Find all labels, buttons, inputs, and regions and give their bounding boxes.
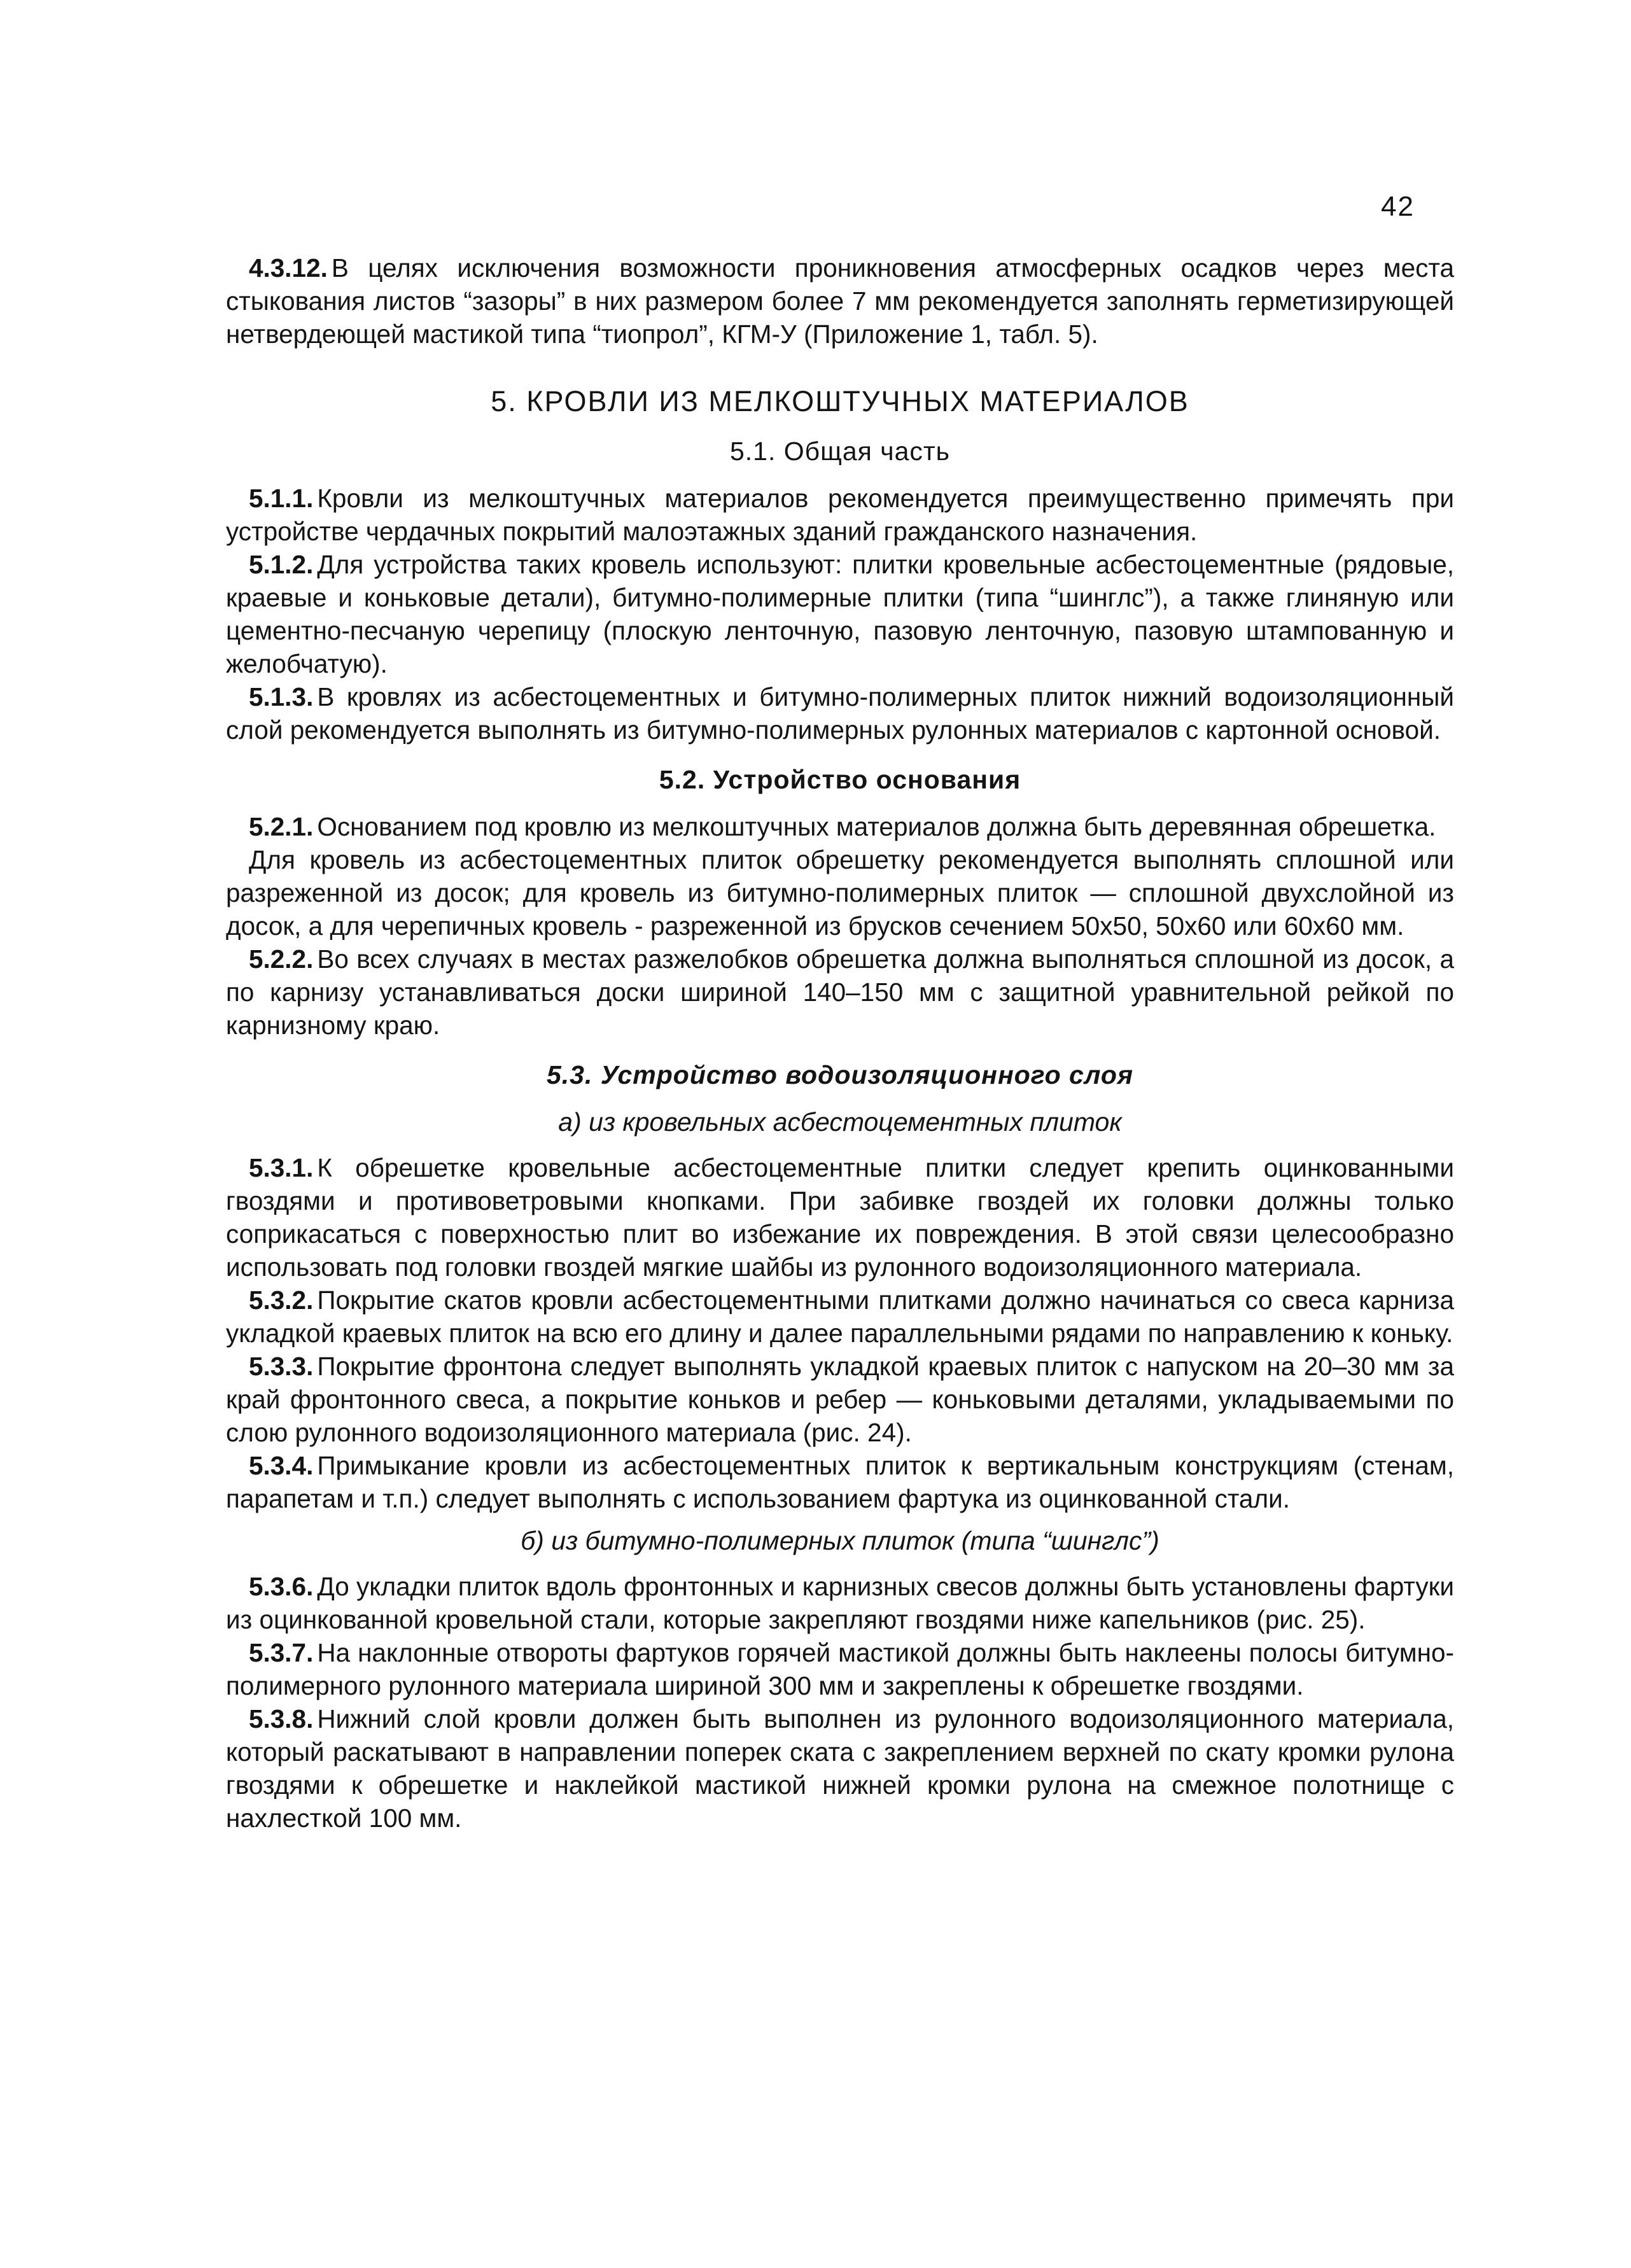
- paragraph-5-1-1: [226, 482, 1454, 548]
- paragraph-text: Кровли из мелкоштучных материалов рекомендуется преимущественно примечять при устройстве чердачных покрытий малоэтажных зданий гражданского назначения.: [226, 484, 1454, 546]
- paragraph-5-3-7: [226, 1636, 1454, 1702]
- paragraph-5-3-3: [226, 1350, 1454, 1449]
- paragraph-5-3-1: [226, 1151, 1454, 1284]
- paragraph-text: Покрытие скатов кровли асбестоцементными плитками должно начинаться со свеса карниза укладкой краевых плиток на всю его длину и далее параллельными рядами по направлению к коньку.: [226, 1285, 1454, 1348]
- subsection-title: 5.3. Устройство водоизоляционного слоя: [546, 1060, 1134, 1089]
- paragraph-5-3-6: [226, 1570, 1454, 1636]
- clause-number: 5.3.3.: [249, 1352, 314, 1381]
- clause-number: 5.2.1.: [249, 812, 314, 841]
- clause-number: 5.3.4.: [249, 1451, 314, 1480]
- paragraph-text: Во всех случаях в местах разжелобков обрешетка должна выполняться сплошной из досок, а по карнизу устанавливаться доски шириной 140–150 мм с защитной уравнительной рейкой по карнизному краю.: [226, 944, 1454, 1040]
- subsection-title: 5.1. Общая часть: [729, 437, 951, 466]
- paragraph-5-3-4: [226, 1449, 1454, 1515]
- clause-number: 5.1.3.: [249, 682, 314, 711]
- paragraph-5-2-1: [226, 810, 1454, 843]
- paragraph-text: Нижний слой кровли должен быть выполнен из рулонного водоизоляционного материала, который раскатывают в направлении поперек ската с закреплением верхней по скату кромки рулона гвоздями к обрешетке и наклейкой мастикой нижней кромки рулона на смежное полотнище с нахлесткой 100 мм.: [226, 1704, 1454, 1833]
- paragraph-text: Для устройства таких кровель используют: плитки кровельные асбестоцементные (рядовые, краевые и коньковые детали), битумно-полимерные плитки (типа “шинглс”), а также глиняную или цементно-песчаную черепицу (плоскую ленточную, пазовую ленточную, пазовую штампованную и желобчатую).: [226, 550, 1454, 678]
- paragraph-5-3-8: [226, 1702, 1454, 1835]
- paragraph-5-3-2: [226, 1284, 1454, 1350]
- subsection-caption: б) из битумно-полимерных плиток (типа “шинглс”): [521, 1526, 1159, 1555]
- paragraph-5-1-3: [226, 680, 1454, 746]
- clause-number: 4.3.12.: [249, 253, 328, 283]
- subsection-title: 5.2. Устройство основания: [659, 765, 1021, 794]
- clause-number: 5.2.2.: [249, 944, 314, 974]
- clause-number: 5.1.1.: [249, 484, 314, 513]
- paragraph-text: На наклонные отвороты фартуков горячей мастикой должны быть наклеены полосы битумно-полимерного рулонного материала шириной 300 мм и закреплены к обрешетке гвоздями.: [226, 1638, 1454, 1700]
- paragraph-text: Примыкание кровли из асбестоцементных плиток к вертикальным конструкциям (стенам, парапетам и т.п.) следует выполнять с использованием фартука из оцинкованной стали.: [226, 1451, 1454, 1513]
- subsection-caption: а) из кровельных асбестоцементных плиток: [558, 1107, 1122, 1137]
- clause-number: 5.3.7.: [249, 1638, 314, 1667]
- paragraph-text: Для кровель из асбестоцементных плиток обрешетку рекомендуется выполнять сплошной или разреженной из досок; для кровель из битумно-полимерных плиток — сплошной двухслойной из досок, а для черепичных кровель - разреженной из брусков сечением 50х50, 50х60 или 60х60 мм.: [226, 845, 1454, 941]
- paragraph-text: Покрытие фронтона следует выполнять укладкой краевых плиток с напуском на 20–30 мм за край фронтонного свеса, а покрытие коньков и ребер — коньковыми деталями, укладываемыми по слою рулонного водоизоляционного материала (рис. 24).: [226, 1352, 1454, 1447]
- paragraph-5-2-1-cont: [226, 843, 1454, 942]
- document-body: [226, 251, 1454, 1835]
- section-title: 5. КРОВЛИ ИЗ МЕЛКОШТУЧНЫХ МАТЕРИАЛОВ: [491, 385, 1189, 417]
- paragraph-text: Основанием под кровлю из мелкоштучных материалов должна быть деревянная обрешетка.: [317, 812, 1436, 841]
- paragraph-5-1-2: [226, 548, 1454, 680]
- clause-number: 5.1.2.: [249, 550, 314, 579]
- clause-number: 5.3.6.: [249, 1572, 314, 1601]
- clause-number: 5.3.2.: [249, 1285, 314, 1315]
- paragraph-5-2-2: [226, 942, 1454, 1042]
- paragraph-text: В целях исключения возможности проникновения атмосферных осадков через места стыкования листов “зазоры” в них размером более 7 мм рекомендуется заполнять герметизирующей нетвердеющей мастикой типа “тиопрол”, КГМ-У (Приложение 1, табл. 5).: [226, 253, 1454, 349]
- clause-number: 5.3.1.: [249, 1153, 314, 1182]
- clause-number: 5.3.8.: [249, 1704, 314, 1733]
- page-number: 42: [1381, 191, 1415, 222]
- paragraph-text: В кровлях из асбестоцементных и битумно-полимерных плиток нижний водоизоляционный слой рекомендуется выполнять из битумно-полимерных рулонных материалов с картонной основой.: [226, 682, 1454, 745]
- paragraph-4-3-12: [226, 251, 1454, 351]
- paragraph-text: К обрешетке кровельные асбестоцементные плитки следует крепить оцинкованными гвоздями и противоветровыми кнопками. При забивке гвоздей их головки должны только соприкасаться с поверхностью плит во избежание их повреждения. В этой связи целесообразно использовать под головки гвоздей мягкие шайбы из рулонного водоизоляционного материала.: [226, 1153, 1454, 1282]
- paragraph-text: До укладки плиток вдоль фронтонных и карнизных свесов должны быть установлены фартуки из оцинкованной кровельной стали, которые закрепляют гвоздями ниже капельников (рис. 25).: [226, 1572, 1454, 1634]
